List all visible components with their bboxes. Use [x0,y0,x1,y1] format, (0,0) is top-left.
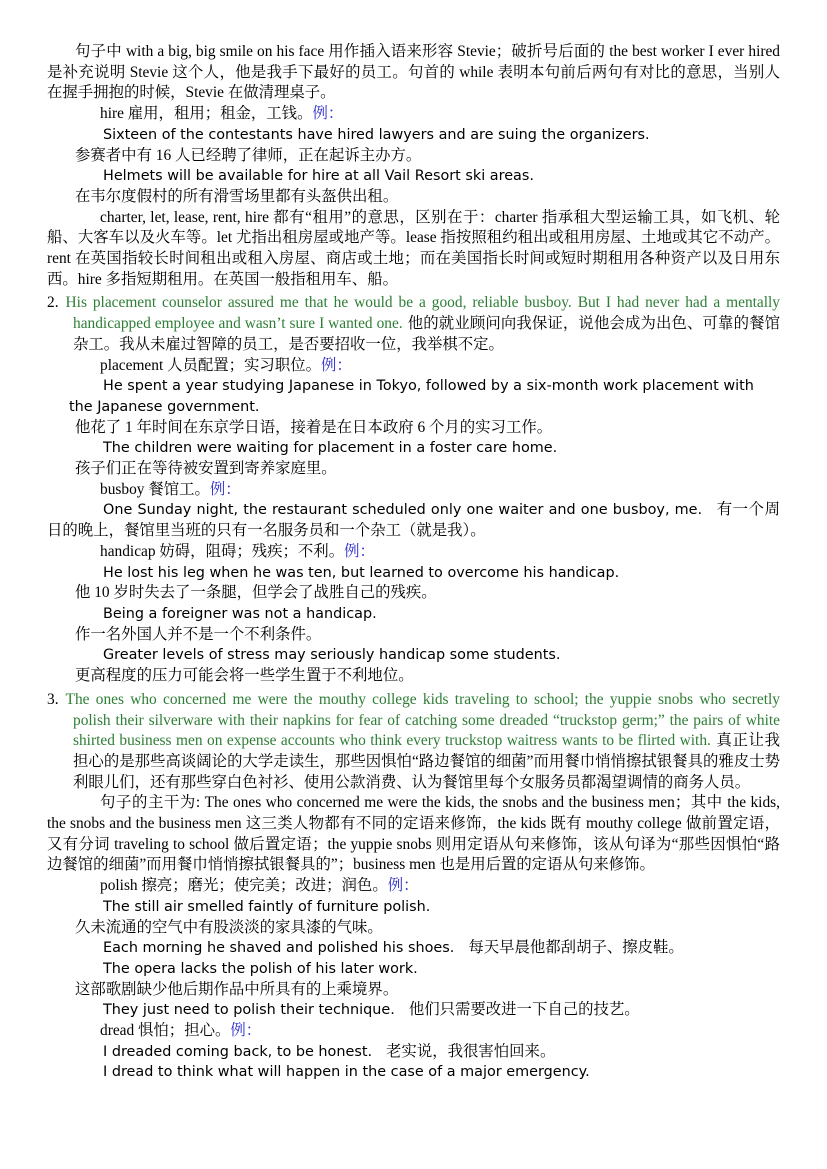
example-sentence: Being a foreigner was not a handicap. [103,605,377,622]
example-translation: 他们只需要改进一下自己的技艺。 [408,1001,640,1019]
sentence-analysis-paragraph: 句子的主干为: The ones who concerned me were the kids, the snobs and the business men；其中 the kids, the snobs and the business men 这三类人物都有不同的定语来修饰，the kids 既有 mouthy college 做前置定语，又有分词 traveling to school 做后置定语；the yuppie snobs 则用定语从句来修饰，该从句译为“那些因惧怕“路边餐馆的细菌”而用餐巾悄悄擦拭银餐具的”；business men 也是用后置的定语从句来修饰。 [47,794,780,874]
item-number: 2. [47,294,59,312]
example-sentence: He spent a year studying Japanese in Tokyo, followed by a six-month work placement with the Japanese government. [69,378,754,415]
item-number: 3. [47,690,59,708]
example-sentence: I dreaded coming back, to be honest. [103,1043,373,1060]
numbered-item-2 [47,293,780,355]
definition-text: hire 雇用，租用；租金，工钱。 [100,105,313,123]
definition-text: dread 惧怕；担心。 [100,1022,231,1040]
example-sentence: The opera lacks the polish of his later work. [103,960,418,977]
item-chinese-translation: 他的就业顾问向我保证，说他会成为出色、可靠的餐馆杂工。我从未雇过智障的员工，是否要招收一位，我举棋不定。 [73,315,780,353]
definition-placement [47,356,780,377]
example-translation: 参赛者中有 16 人已经聘了律师，正在起诉主办方。 [75,146,422,164]
example-sentence: He lost his leg when he was ten, but learned to overcome his handicap. [103,564,620,581]
example-translation: 孩子们正在等待被安置到寄养家庭里。 [75,460,337,478]
example-sentence: Each morning he shaved and polished his shoes. [103,940,455,957]
example-sentence: Sixteen of the contestants have hired lawyers and are suing the organizers. [103,126,650,143]
definition-text: handicap 妨碍，阻碍；残疾；不利。 [100,542,345,560]
definition-text: polish 擦亮；磨光；使完美；改进；润色。 [100,877,388,895]
numbered-item-3 [47,690,780,794]
example-sentence: I dread to think what will happen in the case of a major emergency. [103,1064,590,1081]
example-sentence: They just need to polish their technique. [103,1002,395,1019]
definition-polish [47,876,780,897]
example-sentence: One Sunday night, the restaurant scheduled only one waiter and one busboy, me. [103,502,703,519]
example-with-inline-translation [47,500,780,541]
definition-busboy [47,480,780,501]
example-with-inline-translation [47,1042,780,1063]
example-translation: 久未流通的空气中有股淡淡的家具漆的气味。 [75,918,383,936]
example-translation: 作一名外国人并不是一个不利条件。 [75,625,322,643]
example-translation: 在韦尔度假村的所有滑雪场里都有头盔供出租。 [75,187,399,205]
example-label: 例： [209,480,241,498]
definition-text: busboy 餐馆工。 [100,480,210,498]
example-translation: 他 10 岁时失去了一条腿，但学会了战胜自己的残疾。 [75,584,437,602]
example-label: 例： [321,356,352,374]
definition-hire [47,104,780,125]
example-translation: 这部歌剧缺少他后期作品中所具有的上乘境界。 [75,980,399,998]
example-with-inline-translation [47,938,780,959]
example-sentence: The children were waiting for placement in a foster care home. [103,440,558,457]
example-with-inline-translation [47,1000,780,1021]
item-english-sentence: His placement counselor assured me that he would be a good, reliable busboy. But I had never had a mentally handicapped employee and wasn’t sure I wanted one. [65,294,780,333]
item-english-sentence: The ones who concerned me were the mouthy college kids traveling to school; the yuppie snobs who secretly polish their silverware with their napkins for fear of catching some dreaded “truckstop germ;” the pairs of white shirted business men on expense accounts who think every truckstop waitress wants to be flirted with. [65,690,780,750]
example-label: 例： [387,877,419,895]
example-translation: 他花了 1 年时间在东京学日语，接着是在日本政府 6 个月的实习工作。 [75,418,553,436]
example-translation: 老实说，我很害怕回来。 [386,1042,556,1060]
usage-note-charter: charter, let, lease, rent, hire 都有“租用”的意思，区别在于：charter 指承租大型运输工具，如飞机、轮船、大客车以及火车等。let 尤指出租房屋或地产等。lease 指按照租约租出或租用房屋、土地或其它不动产。rent 在英国指较长时间租出或租入房屋、商店或土地；而在美国指长时间或短时期租用各种资产以及日用东西。hire 多指短期租用。在英国一般指租用车、船。 [47,208,780,288]
example-translation: 每天早晨他都刮胡子、擦皮鞋。 [468,939,684,957]
definition-handicap [47,542,780,563]
example-translation: 更高程度的压力可能会将一些学生置于不利地位。 [75,667,414,685]
intro-paragraph: 句子中 with a big, big smile on his face 用作插入语来形容 Stevie；破折号后面的 the best worker I ever hired 是补充说明 Stevie 这个人，他是我手下最好的员工。句首的 while 表明本句前后两句有对比的意思，当别人在握手拥抱的时候，Stevie 在做清理桌子。 [47,43,780,102]
example-label: 例： [230,1022,262,1040]
example-label: 例： [344,542,375,560]
example-sentence: The still air smelled faintly of furniture polish. [103,898,431,915]
example-sentence: Greater levels of stress may seriously handicap some students. [103,647,561,664]
definition-text: placement 人员配置；实习职位。 [100,356,321,374]
example-sentence: Helmets will be available for hire at all Vail Resort ski areas. [103,168,534,185]
example-translation: 有一个周日的晚上，餐馆里当班的只有一名服务员和一个杂工（就是我）。 [47,501,780,540]
example-label: 例： [312,105,344,123]
definition-dread [47,1021,780,1042]
item-chinese-translation: 真正让我担心的是那些高谈阔论的大学走读生，那些因惧怕“路边餐馆的细菌”而用餐巾悄悄擦拭银餐具的雅皮士势利眼儿们，还有那些穿白色衬衫、使用公款消费、认为餐馆里每个女服务员都渴望调情的商务人员。 [73,732,780,791]
